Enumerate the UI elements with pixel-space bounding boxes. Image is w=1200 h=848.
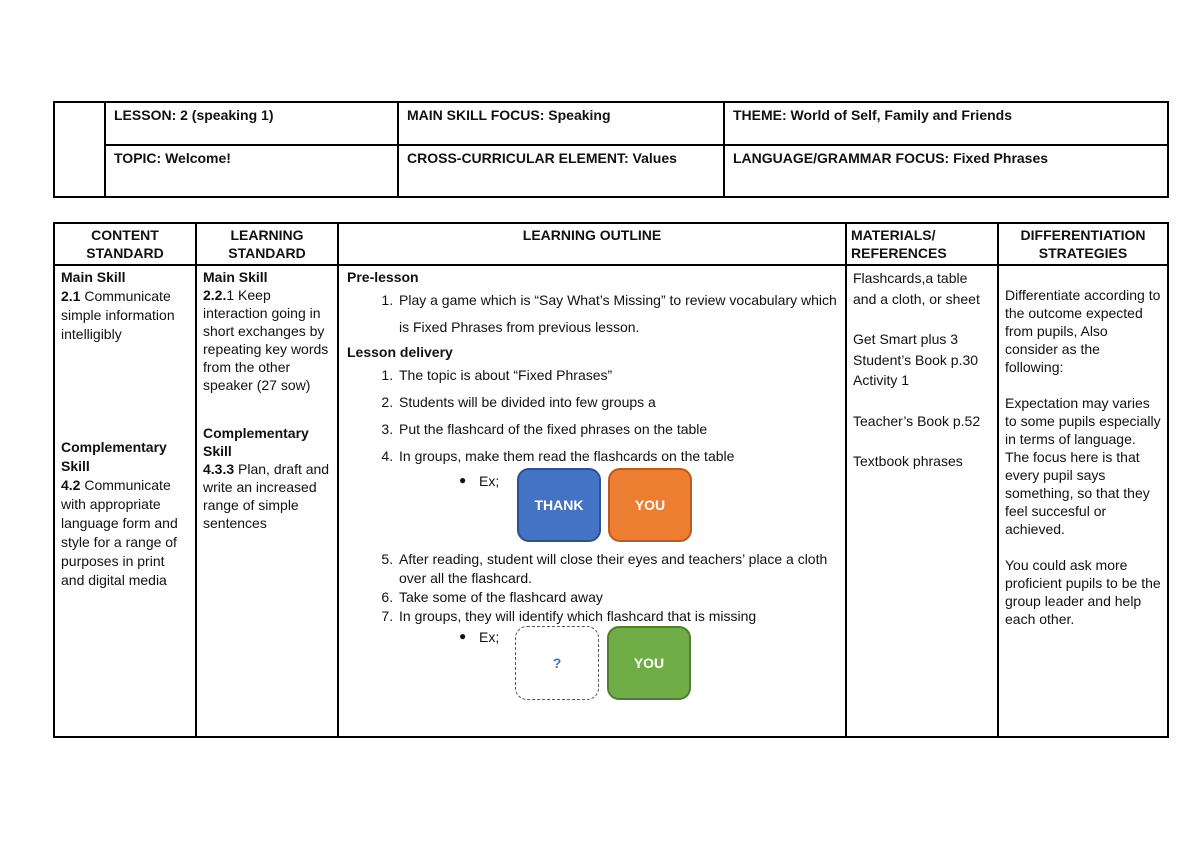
- pre-lesson-list: [347, 287, 839, 341]
- column-header-learning-outline: LEARNING OUTLINE: [338, 223, 846, 265]
- cross-curricular-label: CROSS-CURRICULAR ELEMENT: Values: [398, 145, 724, 197]
- content-main-skill-text: 2.1 Communicate simple information intelligibly: [61, 288, 175, 342]
- bullet-icon: ●: [459, 473, 467, 487]
- list-item: 7. In groups, they will identify which flashcard that is missing: [397, 607, 839, 626]
- topic-label: TOPIC: Welcome!: [105, 145, 398, 197]
- flashcard-missing: ?: [515, 626, 599, 700]
- learning-complementary-heading: Complementary Skill: [203, 425, 309, 459]
- language-focus-label: LANGUAGE/GRAMMAR FOCUS: Fixed Phrases: [724, 145, 1168, 197]
- lesson-delivery-list-continued: [347, 550, 839, 626]
- lesson-header-table: [53, 101, 1169, 198]
- example-label: Ex;: [479, 629, 500, 645]
- theme-label: THEME: World of Self, Family and Friends: [724, 102, 1168, 145]
- column-header-differentiation: DIFFERENTIATION STRATEGIES: [998, 223, 1168, 265]
- flashcard-you: YOU: [608, 468, 692, 542]
- example-flashcards-2: [347, 626, 839, 706]
- material-item: Textbook phrases: [853, 453, 963, 469]
- learning-outline-cell: [338, 265, 846, 737]
- list-item: 1. The topic is about “Fixed Phrases”: [397, 362, 839, 389]
- example-flashcards-1: [347, 470, 839, 550]
- list-item: 2. Students will be divided into few groups a: [397, 389, 839, 416]
- content-main-skill-heading: Main Skill: [61, 269, 126, 285]
- example-label: Ex;: [479, 473, 500, 489]
- list-item: 5. After reading, student will close their eyes and teachers’ place a cloth over all the flashcard.: [397, 550, 839, 588]
- material-item: Teacher’s Book p.52: [853, 412, 981, 429]
- list-item: 6. Take some of the flashcard away: [397, 588, 839, 607]
- column-header-content-standard: CONTENT STANDARD: [54, 223, 196, 265]
- learning-main-skill-heading: Main Skill: [203, 269, 268, 285]
- column-header-materials: MATERIALS/ REFERENCES: [846, 223, 998, 265]
- bullet-icon: ●: [459, 629, 467, 643]
- learning-standard-cell: [196, 265, 338, 737]
- lesson-label: LESSON: 2 (speaking 1): [105, 102, 398, 145]
- flashcard-you-green: YOU: [607, 626, 691, 700]
- content-complementary-text: 4.2 Communicate with appropriate language form and style for a range of purposes in print and digital media: [61, 477, 178, 588]
- learning-main-skill-text: 2.2.1 Keep interaction going in short exchanges by repeating key words from the other speaker (27 sow): [203, 287, 329, 393]
- pre-lesson-heading: Pre-lesson: [347, 269, 419, 285]
- materials-cell: [846, 265, 998, 737]
- differentiation-text: You could ask more proficient pupils to be the group leader and help each other.: [1005, 557, 1161, 627]
- lesson-plan-table: [53, 222, 1169, 738]
- learning-complementary-text: 4.3.3 Plan, draft and write an increased range of simple sentences: [203, 461, 330, 531]
- list-item: 1. Play a game which is “Say What’s Missing” to review vocabulary which is Fixed Phrases from previous lesson.: [397, 287, 839, 341]
- header-blank-cell: [54, 102, 105, 197]
- lesson-delivery-list: [347, 362, 839, 470]
- lesson-delivery-heading: Lesson delivery: [347, 344, 453, 360]
- list-item: 3. Put the flashcard of the fixed phrases on the table: [397, 416, 839, 443]
- differentiation-cell: [998, 265, 1168, 737]
- main-skill-focus-label: MAIN SKILL FOCUS: Speaking: [398, 102, 724, 145]
- material-item: Get Smart plus 3 Student’s Book p.30 Activity 1: [853, 331, 979, 388]
- content-complementary-heading: Complementary Skill: [61, 439, 167, 474]
- flashcard-thank: THANK: [517, 468, 601, 542]
- differentiation-text: Differentiate according to the outcome expected from pupils, Also consider as the following:: [1005, 287, 1161, 375]
- list-item: 4. In groups, make them read the flashcards on the table: [397, 443, 839, 470]
- content-standard-cell: [54, 265, 196, 737]
- differentiation-text: Expectation may varies to some pupils especially in terms of language. The focus here is that every pupil says something, so that they feel succesful or achieved.: [1005, 395, 1161, 537]
- column-header-learning-standard: LEARNING STANDARD: [196, 223, 338, 265]
- material-item: Flashcards,a table and a cloth, or sheet: [853, 270, 980, 307]
